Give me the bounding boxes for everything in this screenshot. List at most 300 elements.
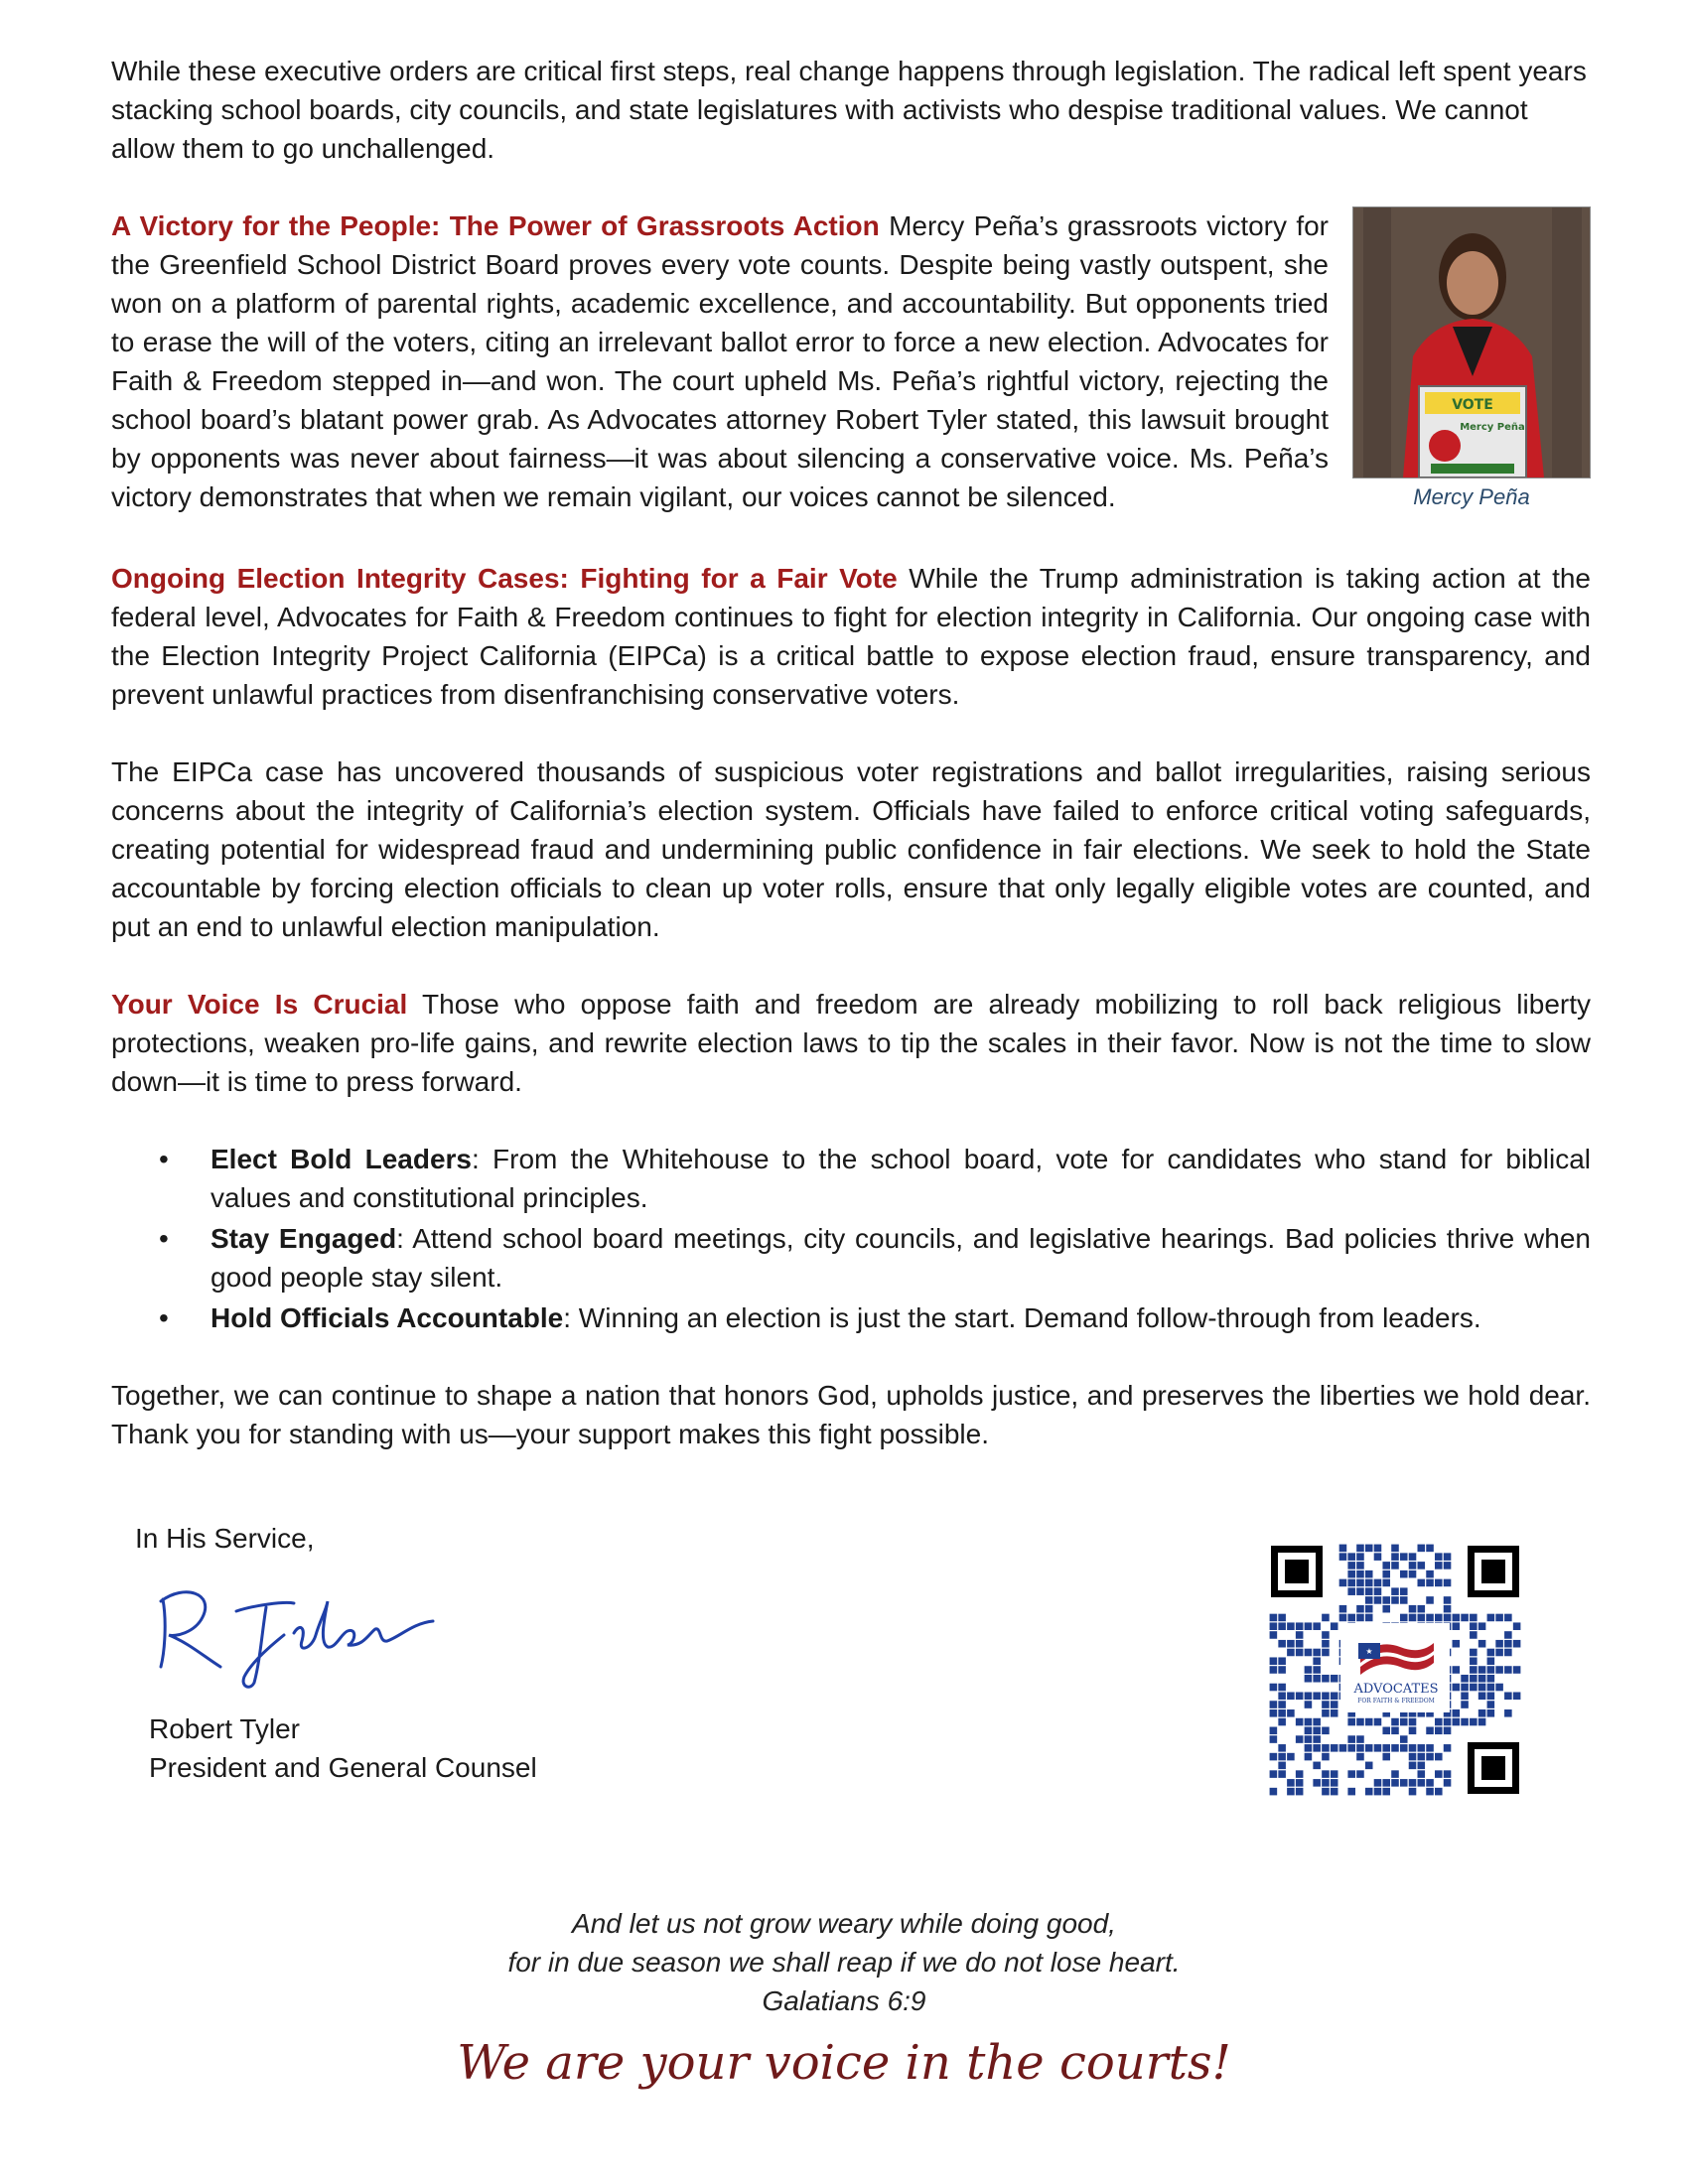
qr-module [1270, 1770, 1278, 1778]
qr-module [1347, 1788, 1355, 1796]
qr-module [1478, 1622, 1486, 1630]
qr-logo-subtitle: FOR FAITH & FREEDOM [1357, 1698, 1435, 1705]
qr-module [1270, 1727, 1278, 1735]
qr-module [1504, 1631, 1512, 1639]
election-heading: Ongoing Election Integrity Cases: Fighting for a Fair Vote [111, 563, 898, 594]
qr-module [1504, 1649, 1512, 1657]
qr-module [1287, 1622, 1295, 1630]
qr-module [1504, 1709, 1512, 1717]
qr-module [1296, 1640, 1304, 1648]
qr-module [1391, 1779, 1399, 1787]
qr-module [1339, 1553, 1347, 1561]
qr-module [1313, 1649, 1321, 1657]
qr-module [1478, 1693, 1486, 1701]
qr-module [1435, 1718, 1443, 1726]
bullet-icon: • [159, 1223, 169, 1254]
qr-module [1453, 1666, 1461, 1674]
qr-module [1487, 1666, 1495, 1674]
photo-figure [1352, 206, 1591, 510]
qr-module [1347, 1735, 1355, 1743]
qr-module [1313, 1762, 1321, 1770]
together-paragraph: Together, we can continue to shape a nation that honors God, upholds justice, and preserves the liberties we hold dear. Thank you for standing with us—your support makes this fight possible. [111, 1380, 1591, 1449]
qr-module [1365, 1587, 1373, 1595]
qr-module [1409, 1762, 1417, 1770]
qr-module [1356, 1570, 1364, 1578]
qr-finder-top-left [1271, 1546, 1323, 1597]
qr-module [1382, 1605, 1390, 1613]
eipca-paragraph: The EIPCa case has uncovered thousands of suspicious voter registrations and ballot irregularities, raising serious concerns about the integrity of California’s election system. Officials have failed to enforce critical voting safeguards, creating potential for widespread fraud and undermining public confidence in fair elections. We seek to hold the State accountable by forcing election officials to clean up voter rolls, ensure that only legally eligible votes are counted, and put an end to unlawful election manipulation. [111, 756, 1591, 942]
qr-module [1426, 1753, 1434, 1761]
qr-module [1322, 1631, 1330, 1639]
photo-caption: Mercy Peña [1413, 484, 1530, 509]
qr-module [1365, 1788, 1373, 1796]
qr-module [1487, 1684, 1495, 1692]
qr-module [1356, 1553, 1364, 1561]
qr-module [1495, 1649, 1503, 1657]
qr-module [1391, 1553, 1399, 1561]
qr-module [1339, 1605, 1347, 1613]
qr-module [1426, 1779, 1434, 1787]
qr-module [1400, 1596, 1408, 1604]
qr-module [1322, 1727, 1330, 1735]
qr-module [1374, 1587, 1382, 1595]
qr-module [1313, 1735, 1321, 1743]
qr-module [1453, 1614, 1461, 1622]
qr-module [1347, 1718, 1355, 1726]
qr-module [1278, 1614, 1286, 1622]
qr-module [1435, 1614, 1443, 1622]
qr-module [1356, 1562, 1364, 1570]
qr-module [1270, 1788, 1278, 1796]
qr-module [1322, 1701, 1330, 1708]
qr-module [1278, 1753, 1286, 1761]
bullet-icon: • [159, 1302, 169, 1333]
qr-module [1495, 1666, 1503, 1674]
voice-body: Those who oppose faith and freedom are already mobilizing to roll back religious liberty protections, weaken pro-life gains, and rewrite election laws to tip the scales in their favor. Now is not the time to slow down—it is time to press forward. [111, 989, 1591, 1097]
qr-module [1305, 1693, 1313, 1701]
qr-module [1270, 1657, 1278, 1665]
qr-module [1435, 1562, 1443, 1570]
qr-module [1435, 1788, 1443, 1796]
qr-module [1365, 1605, 1373, 1613]
qr-module [1487, 1649, 1495, 1657]
qr-module [1313, 1675, 1321, 1683]
qr-module [1470, 1675, 1477, 1683]
qr-module [1278, 1666, 1286, 1674]
qr-module [1365, 1579, 1373, 1587]
qr-module [1409, 1562, 1417, 1570]
qr-module [1426, 1596, 1434, 1604]
qr-module [1313, 1727, 1321, 1735]
qr-module [1461, 1684, 1469, 1692]
qr-module [1278, 1718, 1286, 1726]
qr-module [1356, 1545, 1364, 1553]
qr-module [1305, 1701, 1313, 1708]
qr-module [1391, 1744, 1399, 1752]
qr-module [1391, 1587, 1399, 1595]
qr-module [1374, 1553, 1382, 1561]
qr-module [1331, 1622, 1338, 1630]
qr-module [1365, 1762, 1373, 1770]
qr-module [1313, 1779, 1321, 1787]
qr-module [1287, 1693, 1295, 1701]
qr-module [1270, 1684, 1278, 1692]
qr-module [1374, 1545, 1382, 1553]
qr-module [1409, 1744, 1417, 1752]
qr-module [1347, 1579, 1355, 1587]
scripture-verse [0, 1904, 1688, 2020]
qr-module [1382, 1570, 1390, 1578]
qr-module [1487, 1614, 1495, 1622]
qr-module [1339, 1614, 1347, 1622]
qr-module [1347, 1570, 1355, 1578]
qr-module [1487, 1709, 1495, 1717]
qr-module [1409, 1788, 1417, 1796]
qr-module [1409, 1718, 1417, 1726]
qr-module [1305, 1744, 1313, 1752]
qr-module [1435, 1727, 1443, 1735]
qr-module [1461, 1675, 1469, 1683]
qr-module [1418, 1579, 1426, 1587]
qr-module [1495, 1614, 1503, 1622]
qr-module [1453, 1709, 1461, 1717]
qr-module [1495, 1640, 1503, 1648]
qr-module [1461, 1718, 1469, 1726]
qr-module [1365, 1570, 1373, 1578]
qr-module [1331, 1779, 1338, 1787]
portrait-illustration [1353, 207, 1590, 478]
qr-module [1382, 1788, 1390, 1796]
qr-module [1270, 1753, 1278, 1761]
victory-section [111, 206, 1591, 520]
qr-module [1278, 1684, 1286, 1692]
qr-module [1487, 1693, 1495, 1701]
qr-module [1391, 1562, 1399, 1570]
qr-module [1444, 1562, 1452, 1570]
victory-body: Mercy Peña’s grassroots victory for the Greenfield School District Board proves every vote counts. Despite being vastly outspent, she won on a platform of parental rights, academic excellence, and accountability. But opponents tried to erase the will of the voters, citing an irrelevant ballot error to force a new election. Advocates for Faith & Freedom stepped in—and won. The court upheld Ms. Peña’s rightful victory, rejecting the school board’s blatant power grab. As Advocates attorney Robert Tyler stated, this lawsuit brought by opponents was never about fairness—it was about silencing a conservative voice. Ms. Peña’s victory demonstrates that when we remain vigilant, our voices cannot be silenced. [111, 210, 1330, 512]
qr-module [1470, 1684, 1477, 1692]
qr-module [1426, 1744, 1434, 1752]
qr-module [1270, 1631, 1278, 1639]
svg-text:★: ★ [1365, 1647, 1373, 1656]
qr-module [1470, 1718, 1477, 1726]
qr-module [1313, 1693, 1321, 1701]
qr-module [1391, 1545, 1399, 1553]
qr-module [1409, 1753, 1417, 1761]
qr-module [1347, 1744, 1355, 1752]
qr-module [1426, 1545, 1434, 1553]
qr-module [1356, 1614, 1364, 1622]
qr-module [1391, 1718, 1399, 1726]
qr-module [1296, 1622, 1304, 1630]
qr-module [1513, 1640, 1521, 1648]
qr-module [1313, 1744, 1321, 1752]
qr-module [1444, 1779, 1452, 1787]
qr-module [1374, 1596, 1382, 1604]
qr-module [1287, 1709, 1295, 1717]
qr-module [1356, 1605, 1364, 1613]
qr-module [1331, 1701, 1338, 1708]
qr-module [1418, 1762, 1426, 1770]
qr-module [1322, 1675, 1330, 1683]
qr-module [1305, 1675, 1313, 1683]
qr-module [1347, 1562, 1355, 1570]
election-paragraph [111, 559, 1591, 714]
qr-module [1513, 1693, 1521, 1701]
qr-module [1409, 1570, 1417, 1578]
qr-module [1435, 1553, 1443, 1561]
qr-module [1374, 1779, 1382, 1787]
qr-module [1322, 1709, 1330, 1717]
list-item: • Hold Officials Accountable: Winning an election is just the start. Demand follow-through from leaders. [111, 1298, 1591, 1337]
qr-module [1426, 1570, 1434, 1578]
qr-module [1270, 1622, 1278, 1630]
qr-module [1444, 1553, 1452, 1561]
qr-module [1331, 1744, 1338, 1752]
signature-image [145, 1571, 443, 1691]
qr-module [1331, 1770, 1338, 1778]
qr-module [1287, 1779, 1295, 1787]
qr-module [1305, 1735, 1313, 1743]
qr-module [1287, 1788, 1295, 1796]
election-body: While the Trump administration is taking action at the federal level, Advocates for Faith & Freedom continues to fight for election integrity in California. Our ongoing case with the Election Integrity Project California (EIPCa) is a critical battle to expose election fraud, ensure transparency, and prevent unlawful practices from disenfranchising conservative voters. [111, 563, 1591, 710]
qr-module [1322, 1640, 1330, 1648]
qr-module [1356, 1718, 1364, 1726]
qr-module [1391, 1770, 1399, 1778]
qr-module [1418, 1770, 1426, 1778]
qr-module [1444, 1744, 1452, 1752]
qr-module [1278, 1770, 1286, 1778]
qr-module [1418, 1744, 1426, 1752]
qr-module [1296, 1788, 1304, 1796]
qr-module [1504, 1693, 1512, 1701]
qr-module [1278, 1744, 1286, 1752]
photo-sign-vote: VOTE [1452, 397, 1493, 413]
qr-module [1365, 1596, 1373, 1604]
qr-module [1356, 1579, 1364, 1587]
qr-module [1453, 1718, 1461, 1726]
qr-module [1487, 1675, 1495, 1683]
qr-module [1331, 1709, 1338, 1717]
qr-module [1513, 1622, 1521, 1630]
qr-module [1339, 1744, 1347, 1752]
signer-name: Robert Tyler [149, 1713, 300, 1744]
qr-module [1270, 1709, 1278, 1717]
qr-module [1313, 1657, 1321, 1665]
qr-module [1487, 1701, 1495, 1708]
qr-module [1426, 1788, 1434, 1796]
qr-module [1322, 1753, 1330, 1761]
list-item: • Stay Engaged: Attend school board meetings, city councils, and legislative hearings. Bad policies thrive when good people stay silent. [111, 1219, 1591, 1297]
qr-module [1400, 1614, 1408, 1622]
qr-module [1382, 1779, 1390, 1787]
qr-module [1504, 1640, 1512, 1648]
qr-code[interactable] [1269, 1544, 1521, 1796]
qr-module [1444, 1596, 1452, 1604]
qr-module [1305, 1666, 1313, 1674]
verse-line-1: And let us not grow weary while doing good, [572, 1908, 1116, 1939]
qr-module [1270, 1735, 1278, 1743]
qr-module [1391, 1596, 1399, 1604]
qr-module [1374, 1788, 1382, 1796]
qr-module [1305, 1622, 1313, 1630]
qr-module [1470, 1657, 1477, 1665]
qr-module [1409, 1727, 1417, 1735]
qr-module [1391, 1727, 1399, 1735]
bullet-icon: • [159, 1144, 169, 1174]
qr-module [1313, 1622, 1321, 1630]
qr-module [1270, 1666, 1278, 1674]
qr-module [1278, 1709, 1286, 1717]
qr-module [1382, 1596, 1390, 1604]
qr-module [1356, 1735, 1364, 1743]
qr-module [1400, 1570, 1408, 1578]
photo-sign-name: Mercy Peña [1460, 422, 1525, 433]
qr-module [1444, 1718, 1452, 1726]
qr-module [1495, 1684, 1503, 1692]
voice-heading: Your Voice Is Crucial [111, 989, 408, 1020]
qr-module [1322, 1788, 1330, 1796]
qr-module [1296, 1631, 1304, 1639]
qr-module [1513, 1666, 1521, 1674]
qr-module [1478, 1640, 1486, 1648]
qr-module [1470, 1614, 1477, 1622]
qr-module [1356, 1744, 1364, 1752]
qr-module [1305, 1727, 1313, 1735]
qr-module [1382, 1579, 1390, 1587]
qr-module [1270, 1701, 1278, 1708]
qr-module [1435, 1753, 1443, 1761]
qr-module [1418, 1779, 1426, 1787]
qr-module [1504, 1614, 1512, 1622]
qr-module [1374, 1744, 1382, 1752]
qr-module [1382, 1744, 1390, 1752]
qr-module [1322, 1744, 1330, 1752]
qr-module [1409, 1605, 1417, 1613]
qr-module [1331, 1788, 1338, 1796]
qr-module [1504, 1666, 1512, 1674]
qr-module [1322, 1649, 1330, 1657]
qr-module [1400, 1553, 1408, 1561]
qr-module [1444, 1770, 1452, 1778]
qr-module [1453, 1684, 1461, 1692]
qr-module [1418, 1605, 1426, 1613]
qr-module [1270, 1614, 1278, 1622]
qr-module [1400, 1735, 1408, 1743]
qr-module [1382, 1753, 1390, 1761]
qr-module [1444, 1579, 1452, 1587]
qr-module [1296, 1735, 1304, 1743]
qr-module [1365, 1545, 1373, 1553]
signer-title: President and General Counsel [149, 1752, 537, 1783]
qr-module [1400, 1587, 1408, 1595]
qr-module [1461, 1693, 1469, 1701]
qr-module [1444, 1614, 1452, 1622]
qr-module [1305, 1753, 1313, 1761]
qr-module [1356, 1587, 1364, 1595]
qr-module [1278, 1657, 1286, 1665]
qr-finder-bottom-right [1468, 1742, 1519, 1794]
qr-module [1356, 1753, 1364, 1761]
qr-module [1331, 1693, 1338, 1701]
action-list [111, 1140, 1591, 1337]
qr-module [1339, 1579, 1347, 1587]
qr-module [1478, 1684, 1486, 1692]
qr-module [1347, 1553, 1355, 1561]
voice-paragraph [111, 985, 1591, 1101]
qr-module [1278, 1640, 1286, 1648]
qr-module [1382, 1562, 1390, 1570]
qr-module [1374, 1718, 1382, 1726]
qr-module [1278, 1693, 1286, 1701]
qr-module [1365, 1614, 1373, 1622]
qr-module [1418, 1614, 1426, 1622]
qr-module [1478, 1666, 1486, 1674]
qr-module [1278, 1701, 1286, 1708]
verse-reference: Galatians 6:9 [762, 1985, 926, 2016]
qr-module [1322, 1693, 1330, 1701]
verse-line-2: for in due season we shall reap if we do not lose heart. [507, 1947, 1181, 1978]
qr-module [1400, 1779, 1408, 1787]
qr-module [1435, 1579, 1443, 1587]
list-item: • Elect Bold Leaders: From the Whitehouse to the school board, vote for candidates who stand for biblical values and constitutional principles. [111, 1140, 1591, 1217]
qr-module [1382, 1727, 1390, 1735]
qr-module [1487, 1657, 1495, 1665]
qr-module [1444, 1727, 1452, 1735]
qr-module [1470, 1631, 1477, 1639]
qr-module [1470, 1622, 1477, 1630]
qr-module [1313, 1666, 1321, 1674]
qr-logo-title: ADVOCATES [1353, 1682, 1439, 1697]
qr-finder-top-right [1468, 1546, 1519, 1597]
victory-heading: A Victory for the People: The Power of Grassroots Action [111, 210, 880, 241]
qr-module [1374, 1579, 1382, 1587]
qr-module [1296, 1770, 1304, 1778]
qr-module [1296, 1779, 1304, 1787]
qr-module [1478, 1709, 1486, 1717]
qr-module [1356, 1770, 1364, 1778]
qr-module [1313, 1718, 1321, 1726]
qr-module [1305, 1649, 1313, 1657]
qr-module [1478, 1675, 1486, 1683]
qr-module [1278, 1622, 1286, 1630]
qr-module [1461, 1614, 1469, 1622]
qr-module [1478, 1718, 1486, 1726]
qr-module [1453, 1622, 1461, 1630]
qr-module [1470, 1666, 1477, 1674]
qr-module [1461, 1701, 1469, 1708]
qr-module [1426, 1614, 1434, 1622]
qr-module [1287, 1649, 1295, 1657]
qr-module [1278, 1762, 1286, 1770]
tagline: We are your voice in the courts! [457, 2035, 1231, 2091]
qr-module [1435, 1770, 1443, 1778]
qr-module [1287, 1640, 1295, 1648]
qr-module [1409, 1779, 1417, 1787]
qr-module [1347, 1770, 1355, 1778]
qr-module [1347, 1614, 1355, 1622]
qr-module [1418, 1562, 1426, 1570]
qr-module [1400, 1718, 1408, 1726]
qr-module [1418, 1753, 1426, 1761]
qr-module [1418, 1545, 1426, 1553]
mercy-pena-photo [1352, 206, 1591, 478]
qr-module [1444, 1605, 1452, 1613]
letter-body [111, 52, 1591, 1453]
signature-block [135, 1519, 731, 1787]
closing-salutation: In His Service, [135, 1523, 315, 1554]
qr-module [1426, 1727, 1434, 1735]
